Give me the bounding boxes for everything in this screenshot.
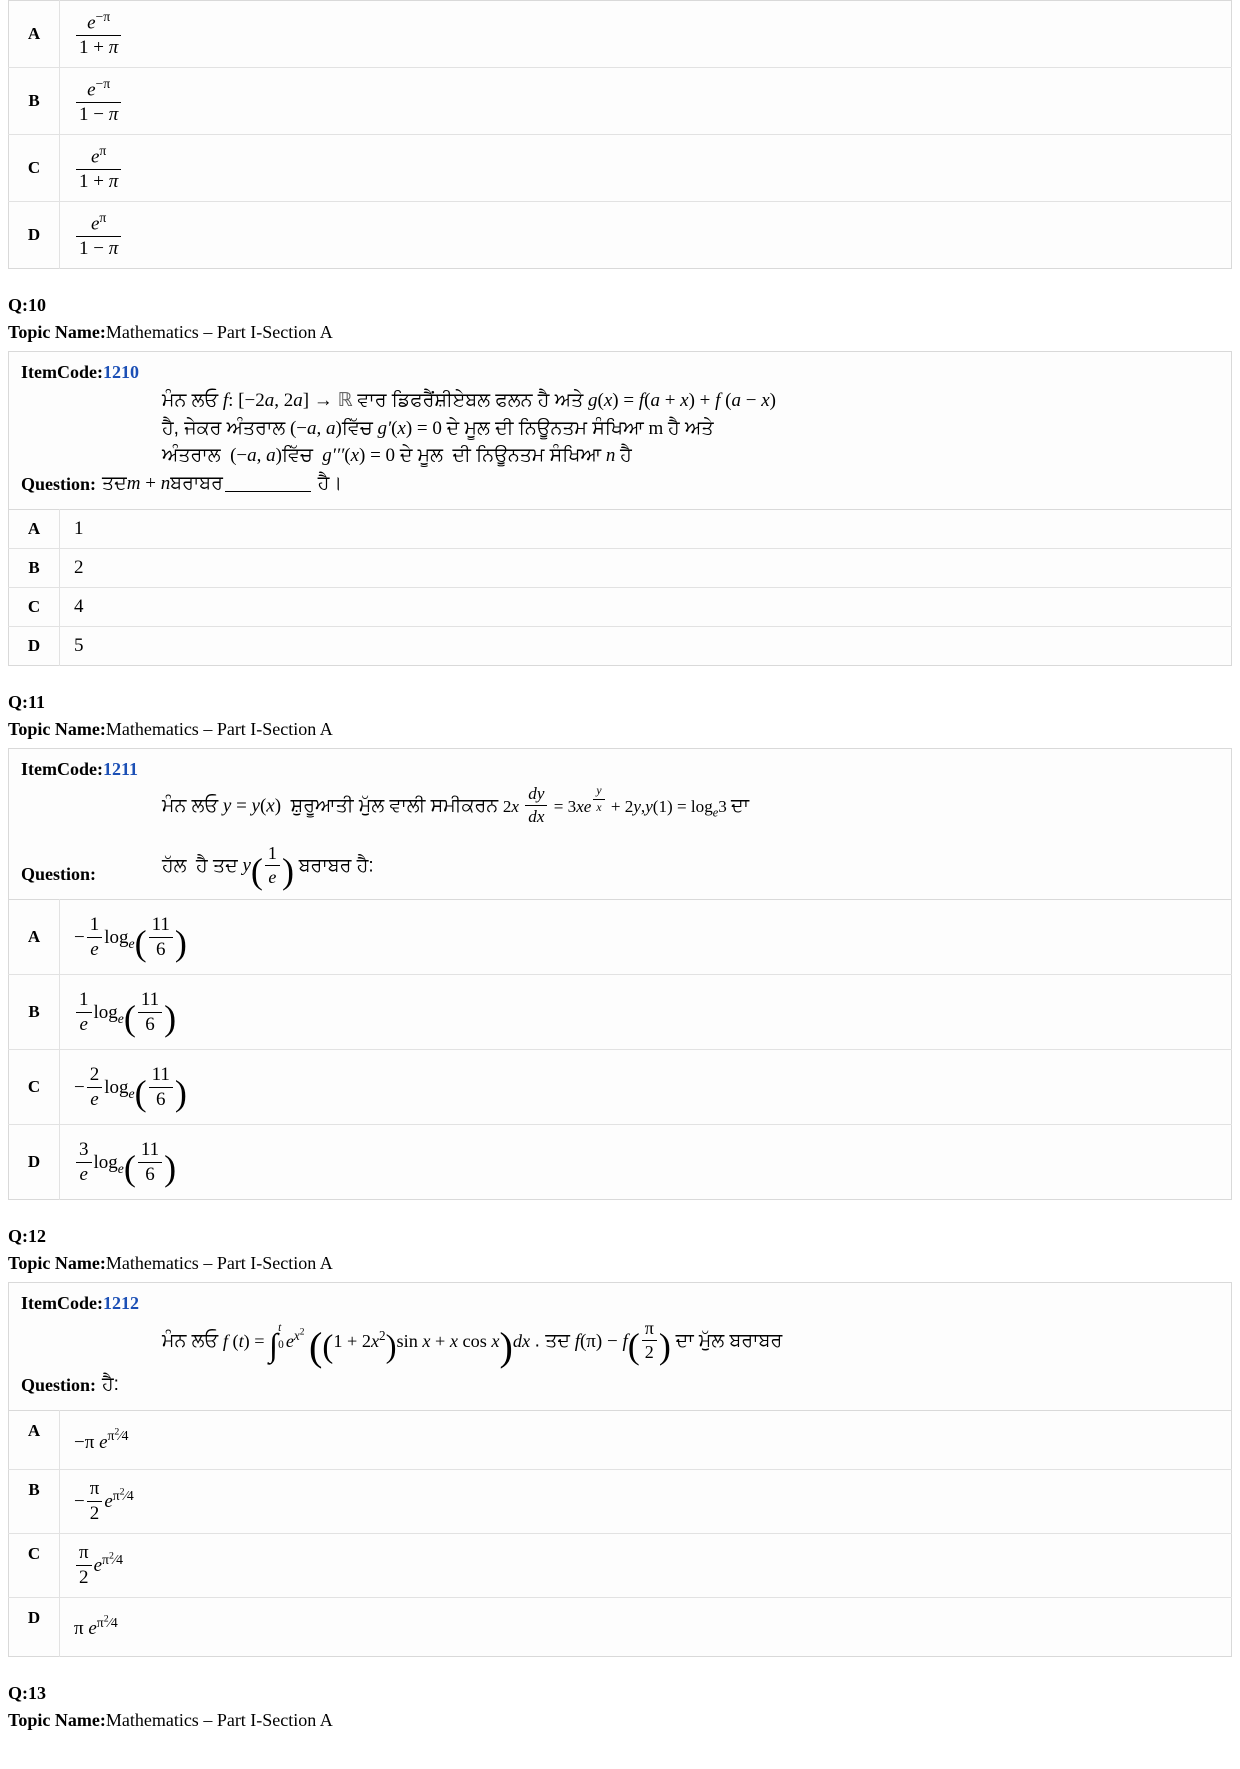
option-sign: − (74, 1077, 85, 1099)
answer-blank (225, 472, 311, 492)
f-difference: f(π) − f( $\frac{\pi}{2}$ ) (574, 1318, 671, 1367)
item-box-12 (8, 1282, 1232, 1410)
table-row[interactable] (9, 1050, 1232, 1125)
question-heading-13 (8, 1683, 1232, 1704)
question-number-prefix: Q: (8, 692, 28, 713)
question-line (102, 1318, 1219, 1369)
option-content: 1 (74, 518, 84, 540)
itemcode-label: ItemCode: (21, 1293, 103, 1314)
option-letter: A (9, 1411, 60, 1470)
option-letter: A (9, 900, 60, 975)
topic-value: Mathematics – Part I-Section A (105, 719, 333, 740)
item-box-10 (8, 351, 1232, 509)
topic-line-11 (8, 719, 1232, 740)
question-prefix: ਮੰਨ ਲਓ (162, 1330, 219, 1352)
question-last-line: ਹੈ: (102, 1373, 119, 1395)
question-number-prefix: Q: (8, 295, 28, 316)
option-content: $\frac{\pi}{2}$ $e^{\pi^2⁄4}$ (60, 1534, 1232, 1598)
question-line (102, 1371, 1219, 1399)
option-content: $\frac{3}{e}$ $\log_e$( $\frac{11}{6}$ ) (60, 1125, 1232, 1200)
question-row-12 (21, 1318, 1219, 1398)
option-content: 5 (74, 635, 84, 657)
itemcode-line-12 (21, 1293, 1219, 1314)
question-heading-12 (8, 1226, 1232, 1247)
option-letter: C (9, 135, 60, 202)
option-row[interactable] (9, 68, 1232, 135)
table-row[interactable] (9, 975, 1232, 1050)
itemcode-value: 1210 (102, 362, 139, 383)
table-row[interactable] (9, 1470, 1232, 1534)
table-row[interactable] (9, 627, 1232, 666)
question-body-10 (102, 387, 1219, 497)
option-exponent: −π (95, 9, 111, 24)
question-number-prefix: Q: (8, 1682, 28, 1703)
option-content: −π $e^{\pi^2⁄4}$ (74, 1426, 129, 1453)
option-letter: A (9, 510, 60, 549)
itemcode-value: 1212 (102, 1293, 139, 1314)
topic-label: Topic Name: (8, 1709, 106, 1730)
table-row[interactable] (9, 1534, 1232, 1598)
question-line: ਹੱਲ ਹੈ ਤਦ y( $\frac{1}{e}$ ) ਬਰਾਬਰ ਹੈ: (162, 842, 374, 891)
question-mid: . ਤਦ (534, 1330, 570, 1352)
topic-value: Mathematics – Part I-Section A (105, 1253, 333, 1274)
option-exponent: π (99, 210, 107, 226)
question-body-12 (102, 1318, 1219, 1398)
option-exponent: π (99, 143, 107, 159)
option-letter: D (9, 627, 60, 666)
table-row[interactable] (9, 1125, 1232, 1200)
question-number: 13 (28, 1682, 46, 1703)
option-letter: B (9, 68, 60, 135)
table-row[interactable] (9, 549, 1232, 588)
table-row[interactable] (9, 1411, 1232, 1470)
question-row-10 (21, 387, 1219, 497)
option-content: − $\frac{2}{e}$ $\log_e$( $\frac{11}{6}$ ) (74, 1063, 187, 1113)
option-sign: π (74, 1618, 84, 1640)
option-letter: C (9, 588, 60, 627)
option-letter: B (9, 975, 60, 1050)
itemcode-value: 1211 (102, 759, 138, 780)
table-row[interactable] (9, 510, 1232, 549)
differential-equation: 2x $\frac{dy}{dx}$ = 3xe $^{\frac{y}{x}}$ + $2y,y(1) = \log_e3$ (502, 784, 727, 827)
option-sign: −π (74, 1431, 95, 1453)
option-content: $\frac{e^{-\pi}}{1 + \pi}$ (60, 1, 1232, 68)
question-label: Question: (21, 474, 97, 495)
question-line: ਹੈ, ਜੇਕਰ ਅੰਤਰਾਲ (−a, a)ਵਿੱਚ g′(x) = 0 ਦੇ ਮੂਲ ਦੀ ਨਿਊਨਤਮ ਸੰਖਿਆ m ਹੈ ਅਤੇ (162, 417, 714, 439)
integral-equation: f (t) = ∫$^t$ 0 $e^{x^2}$ ($(1 + 2x^2)\sin$ x + x cos x)dx (222, 1322, 531, 1369)
topic-line-12 (8, 1253, 1232, 1274)
option-content: 2 (74, 557, 84, 579)
option-content: $\frac{e^{-\pi}}{1 - \pi}$ (60, 68, 1232, 135)
topic-label: Topic Name: (8, 322, 106, 343)
option-row[interactable] (9, 1, 1232, 68)
item-box-11 (8, 748, 1232, 899)
itemcode-line-11 (21, 759, 1219, 780)
topic-value: Mathematics – Part I-Section A (105, 1709, 333, 1730)
y-expression: y( $\frac{1}{e}$ ) (242, 842, 294, 891)
option-letter: D (9, 202, 60, 269)
option-content: − $\frac{1}{e}$ $\log_e$( $\frac{11}{6}$ ) (74, 913, 187, 963)
option-content: 4 (74, 596, 84, 618)
options-table-previous (8, 0, 1232, 269)
option-row[interactable] (9, 135, 1232, 202)
question-heading-10 (8, 295, 1232, 316)
question-number-prefix: Q: (8, 1226, 28, 1247)
topic-label: Topic Name: (8, 1253, 106, 1274)
itemcode-label: ItemCode: (21, 759, 103, 780)
option-content: $\frac{e^\pi}{1 + \pi}$ (60, 135, 1232, 202)
option-sign: − (74, 927, 85, 949)
topic-line-13 (8, 1710, 1232, 1731)
option-exponent: −π (95, 76, 111, 92)
option-letter: C (9, 1534, 60, 1598)
topic-value: Mathematics – Part I-Section A (105, 322, 333, 343)
page-bottom-spacer (8, 1739, 1232, 1769)
option-letter: D (9, 1597, 60, 1656)
topic-label: Topic Name: (8, 719, 106, 740)
option-letter: B (9, 1470, 60, 1534)
question-row-11 (21, 784, 1219, 891)
option-content: π $e^{\pi^2⁄4}$ (74, 1613, 118, 1640)
question-tail: ਦਾ ਮੁੱਲ ਬਰਾਬਰ (675, 1330, 783, 1352)
options-table-11 (8, 899, 1232, 1200)
question-label: Question: (21, 864, 97, 885)
question-number: 12 (28, 1226, 46, 1247)
question-line: ਮੰਨ ਲਓ f: [−2a, 2a] → ℝ ਵਾਰ ਡਿਫਰੈਂਸ਼ੀਏਬਲ ਫਲਨ ਹੈ ਅਤੇ g(x) = f(a + x) + f (a − x) (162, 390, 776, 412)
option-letter: B (9, 549, 60, 588)
question-number: 11 (28, 692, 46, 713)
itemcode-line-10 (21, 362, 1219, 383)
option-row[interactable] (9, 202, 1232, 269)
table-row[interactable] (9, 900, 1232, 975)
options-table-10 (8, 509, 1232, 666)
option-letter: C (9, 1050, 60, 1125)
question-line: ਤਦm + nਬਰਾਬਰ ਹੈ। (102, 472, 343, 494)
table-row[interactable] (9, 1597, 1232, 1656)
table-row[interactable] (9, 588, 1232, 627)
question-body-11 (102, 784, 1219, 891)
option-content: − $\frac{\pi}{2}$ $e^{\pi^2⁄4}$ (74, 1478, 134, 1525)
option-letter: D (9, 1125, 60, 1200)
question-label: Question: (21, 1375, 97, 1396)
option-content: $\frac{1}{e}$ $\log_e$( $\frac{11}{6}$ ) (60, 975, 1232, 1050)
topic-line-10 (8, 322, 1232, 343)
question-line: ਮੰਨ ਲਓ y = y(x) ਸ਼ੁਰੂਆਤੀ ਮੁੱਲ ਵਾਲੀ ਸਮੀਕਰਨ 2x $\frac{dy}{dx}$ = 3xe $^{\frac{y}{x}}$ + $2y,y(1) = \log_e3$ ਦਾ (162, 784, 750, 827)
question-line: ਅੰਤਰਾਲ (−a, a)ਵਿੱਚ g′′′(x) = 0 ਦੇ ਮੂਲ ਦੀ ਨਿਊਨਤਮ ਸੰਖਿਆ n ਹੈ (162, 445, 632, 467)
itemcode-label: ItemCode: (21, 362, 103, 383)
question-heading-11 (8, 692, 1232, 713)
options-table-12 (8, 1410, 1232, 1656)
option-content: $\frac{e^\pi}{1 - \pi}$ (60, 202, 1232, 269)
option-sign: − (74, 1491, 85, 1513)
option-letter: A (9, 1, 60, 68)
question-number: 10 (28, 295, 46, 316)
